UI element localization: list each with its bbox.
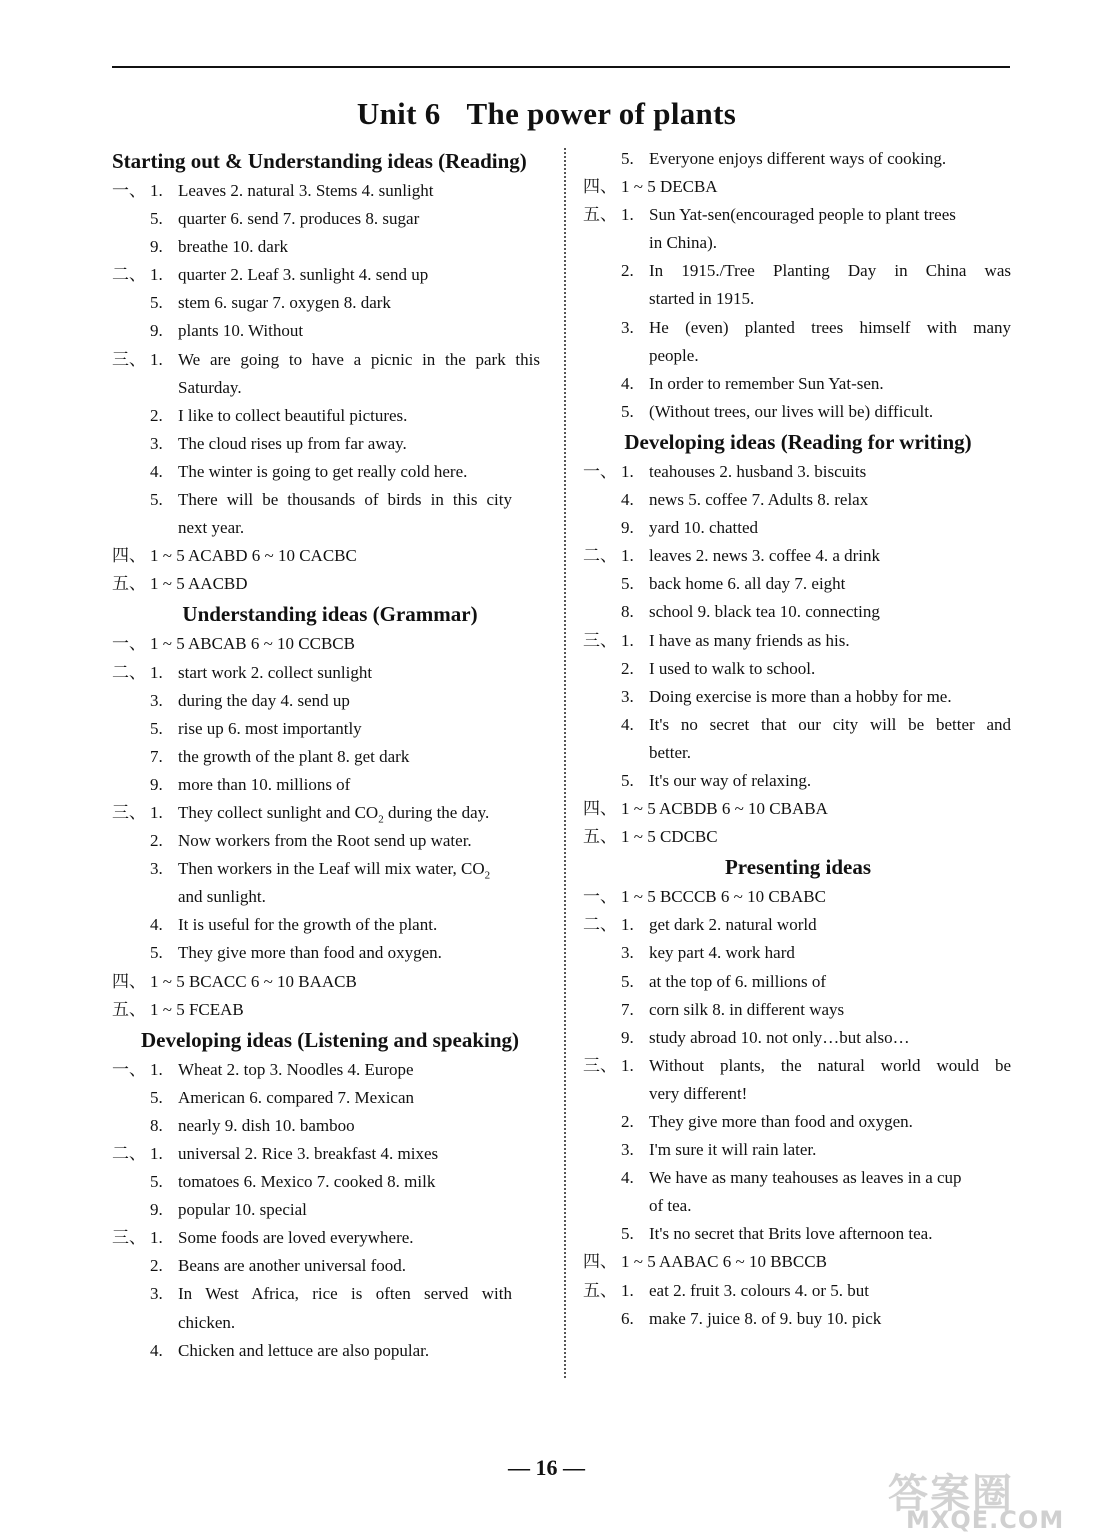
- page-title: [0, 96, 1093, 132]
- page-number: — 16 —: [508, 1455, 585, 1480]
- answer-line: 9. more than 10. millions of: [150, 774, 351, 794]
- answer-line: 五、 1 ~ 5 AACBD: [112, 574, 248, 594]
- answer-line: 9. study abroad 10. not only…but also…: [621, 1027, 910, 1047]
- answer-line: 五、 1 ~ 5 FCEAB: [112, 999, 244, 1019]
- answer-line: 7. the growth of the plant 8. get dark: [150, 746, 410, 766]
- answer-line: 3. I'm sure it will rain later.: [621, 1140, 817, 1160]
- answer-line: 4. news 5. coffee 7. Adults 8. relax: [621, 490, 869, 510]
- answer-line: 5. stem 6. sugar 7. oxygen 8. dark: [150, 293, 391, 313]
- answer-line: 4. In order to remember Sun Yat-sen.: [621, 373, 884, 393]
- answer-line: 5. Everyone enjoys different ways of cooking.: [621, 149, 947, 168]
- answer-line: 4. It is useful for the growth of the plant.: [150, 915, 438, 935]
- answer-line: 5. (Without trees, our lives will be) difficult.: [621, 401, 934, 421]
- answer-line: 5. There will be thousands of birds in this city: [150, 490, 512, 510]
- answer-line: 3. In West Africa, rice is often served with: [150, 1284, 512, 1304]
- answer-line: 3. key part 4. work hard: [621, 943, 795, 963]
- title-topic: The power of plants: [466, 96, 737, 131]
- answer-line: 一、 1 ~ 5 BCCCB 6 ~ 10 CBABC: [583, 887, 826, 907]
- answer-line: 2. Now workers from the Root send up water.: [150, 831, 472, 851]
- answer-line: 5. It's our way of relaxing.: [621, 770, 812, 790]
- answer-line: 2. I used to walk to school.: [621, 658, 816, 678]
- answer-line: 2. They give more than food and oxygen.: [621, 1112, 913, 1131]
- answer-line: 2. I like to collect beautiful pictures.: [150, 405, 408, 425]
- answer-line: 4. The winter is going to get really cold here.: [150, 461, 468, 481]
- answer-line: 四、 1 ~ 5 ACBDB 6 ~ 10 CBABA: [583, 799, 828, 819]
- answer-line: 5. American 6. compared 7. Mexican: [150, 1087, 415, 1107]
- answer-line: 三、 1. They collect sunlight and $CO_2$ during the day.: [112, 802, 490, 826]
- answer-line: 一、 1. Leaves 2. natural 3. Stems 4. sunlight: [112, 181, 434, 200]
- column-divider: [564, 148, 566, 1378]
- answer-line: chicken.: [178, 1312, 236, 1332]
- answer-line: 三、 1. We are going to have a picnic in the park this: [112, 349, 540, 369]
- answer-line: 3. Doing exercise is more than a hobby for me.: [621, 686, 952, 706]
- left-column: [112, 145, 548, 1365]
- answer-line: 三、 1. I have as many friends as his.: [583, 630, 850, 650]
- answer-line: 二、 1. start work 2. collect sunlight: [112, 662, 373, 682]
- answer-line: Saturday.: [178, 377, 242, 397]
- right-column: [583, 145, 1013, 1333]
- answer-line: 3. Then workers in the Leaf will mix water, $CO_2$: [150, 859, 491, 882]
- answer-line: of tea.: [649, 1196, 692, 1216]
- section-heading: Developing ideas (Reading for writing): [624, 429, 972, 454]
- answer-line: 5. rise up 6. most importantly: [150, 718, 362, 738]
- answer-line: 7. corn silk 8. in different ways: [621, 999, 845, 1019]
- answer-line: and sunlight.: [178, 887, 266, 907]
- section-heading: Starting out & Understanding ideas (Reading): [112, 149, 527, 173]
- answer-line: 8. nearly 9. dish 10. bamboo: [150, 1115, 355, 1135]
- section-heading: Developing ideas (Listening and speaking): [140, 1027, 520, 1052]
- answer-line: 5. It's no secret that Brits love afternoon tea.: [621, 1224, 933, 1244]
- answer-line: 6. make 7. juice 8. of 9. buy 10. pick: [621, 1308, 882, 1328]
- answer-line: 3. during the day 4. send up: [150, 690, 350, 710]
- answer-line: in China).: [649, 233, 717, 253]
- answer-line: 9. breathe 10. dark: [150, 237, 288, 257]
- answer-line: next year.: [178, 518, 245, 538]
- section-heading: Understanding ideas (Grammar): [182, 602, 478, 627]
- answer-line: 4. It's no secret that our city will be better and: [621, 714, 1011, 734]
- answer-line: 一、 1 ~ 5 ABCAB 6 ~ 10 CCBCB: [112, 634, 355, 654]
- title-unit: Unit 6: [356, 96, 441, 131]
- answer-line: 四、 1 ~ 5 AABAC 6 ~ 10 BBCCB: [583, 1252, 827, 1272]
- answer-line: 二、 1. quarter 2. Leaf 3. sunlight 4. send up: [112, 265, 429, 285]
- answer-line: 一、 1. Wheat 2. top 3. Noodles 4. Europe: [112, 1059, 414, 1079]
- answer-line: 3. He (even) planted trees himself with many: [621, 317, 1011, 337]
- watermark-url: MXQE.COM: [906, 1506, 1065, 1534]
- answer-line: 五、 1. Sun Yat-sen(encouraged people to plant trees: [583, 205, 956, 225]
- answer-line: 二、 1. leaves 2. news 3. coffee 4. a drink: [583, 546, 880, 566]
- answer-line: 2. Beans are another universal food.: [150, 1256, 406, 1276]
- answer-line: people.: [649, 345, 699, 365]
- answer-line: 四、 1 ~ 5 ACABD 6 ~ 10 CACBC: [112, 546, 357, 566]
- answer-line: 5. at the top of 6. millions of: [621, 971, 827, 991]
- top-rule: [112, 66, 1010, 68]
- answer-line: 一、 1. teahouses 2. husband 3. biscuits: [583, 461, 867, 481]
- answer-line: 9. popular 10. special: [150, 1200, 307, 1220]
- answer-line: 三、 1. Some foods are loved everywhere.: [112, 1228, 414, 1248]
- watermark-logo: 答案圈: [888, 1471, 1014, 1517]
- answer-line: 4. We have as many teahouses as leaves in a cup: [621, 1168, 962, 1188]
- answer-line: 五、 1. eat 2. fruit 3. colours 4. or 5. but: [583, 1280, 870, 1300]
- answer-line: very different!: [649, 1083, 748, 1103]
- answer-line: 9. plants 10. Without: [150, 321, 304, 341]
- answer-line: 5. They give more than food and oxygen.: [150, 943, 442, 963]
- answer-line: 二、 1. universal 2. Rice 3. breakfast 4. mixes: [112, 1144, 439, 1163]
- answer-line: 二、 1. get dark 2. natural world: [583, 915, 817, 935]
- answer-line: 四、 1 ~ 5 BCACC 6 ~ 10 BAACB: [112, 971, 357, 991]
- answer-line: 五、 1 ~ 5 CDCBC: [583, 827, 718, 847]
- answer-line: 8. school 9. black tea 10. connecting: [621, 602, 880, 622]
- answer-line: started in 1915.: [649, 289, 755, 309]
- answer-line: 5. quarter 6. send 7. produces 8. sugar: [150, 209, 420, 229]
- answer-line: better.: [649, 742, 692, 762]
- answer-line: 3. The cloud rises up from far away.: [150, 433, 407, 453]
- answer-line: 5. tomatoes 6. Mexico 7. cooked 8. milk: [150, 1172, 436, 1192]
- answer-line: 2. In 1915./Tree Planting Day in China was: [621, 261, 1011, 281]
- watermark: [888, 1462, 1088, 1532]
- answer-line: 三、 1. Without plants, the natural world would be: [583, 1055, 1011, 1075]
- answer-line: 9. yard 10. chatted: [621, 518, 759, 538]
- section-heading: Presenting ideas: [724, 855, 872, 880]
- answer-line: 5. back home 6. all day 7. eight: [621, 574, 846, 594]
- answer-line: 四、 1 ~ 5 DECBA: [583, 177, 718, 197]
- answer-line: 4. Chicken and lettuce are also popular.: [150, 1340, 430, 1360]
